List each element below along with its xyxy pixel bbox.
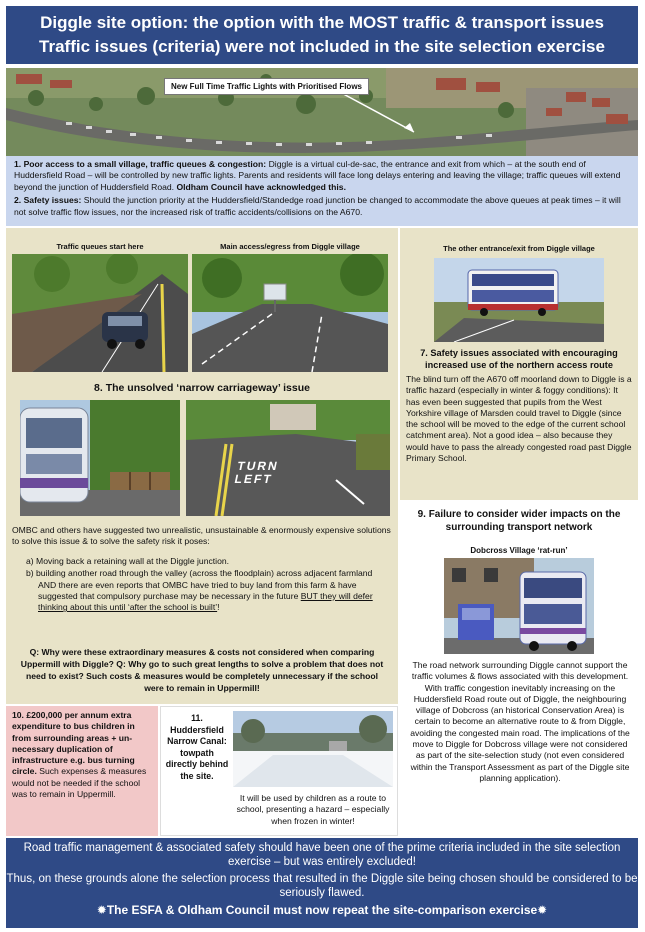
caption-traffic-queues: Traffic queues start here xyxy=(56,242,144,251)
section-8-heading: 8. The unsolved ‘narrow carriageway’ issue xyxy=(94,382,310,394)
bus-cost-panel xyxy=(6,706,158,836)
issue-1-tail: Oldham Council have acknowledged this. xyxy=(176,181,346,192)
section-10-lead: 10. £200,000 per annum extra expenditure to bus children in from surrounding areas + un-necessary duplication of infrastructure e.g. bus turning circle. xyxy=(12,710,135,777)
wider-impacts-panel xyxy=(400,502,638,836)
section-10-text xyxy=(12,710,154,800)
section-9-heading: 9. Failure to consider wider impacts on the surrounding transport network xyxy=(417,509,621,533)
northern-access-panel xyxy=(400,228,638,500)
page-subtitle: Traffic issues (criteria) were not included in the site selection exercise xyxy=(39,37,605,56)
issue-2: 2. Safety issues: Should the junction priority at the Huddersfield/Standedge road junction be changed to accommodate the above queues at peak times – it will not solve traffic flow issues, nor the increased risk of traffic accidents/collisions on the A670. xyxy=(14,195,621,217)
issue-2-lead: Safety issues: xyxy=(23,195,82,206)
photo-main-access xyxy=(192,254,388,372)
issues-panel-top xyxy=(6,156,638,226)
conclusion-1: Road traffic management & associated safety should have been one of the prime criteria included in the site selection exercise – but was entirely excluded! xyxy=(23,842,621,868)
photo-narrow-bus xyxy=(20,400,180,516)
photo-turn-left xyxy=(186,400,390,516)
page-title: Diggle site option: the option with the MOST traffic & transport issues xyxy=(40,13,604,32)
photo-traffic-queues xyxy=(12,254,188,372)
photo-dobcross xyxy=(444,558,594,654)
issue-1: 1. Poor access to a small village, traffic queues & congestion: Diggle is a virtual cul-de-sac, the entrance and exit from which – at the south end of Huddersfield Road – will be controlled by new traffic lights. Parents and residents will face long delays entering and leaving the village; traffic queues will extend beyond the junction of Huddersfield Road. Oldham Council have acknowledged this. xyxy=(14,159,621,192)
aerial-photo xyxy=(6,68,638,156)
section-10-body: Such expenses & measures would not be needed if the school was to remain in Uppermill. xyxy=(12,766,147,800)
section-8-intro: OMBC and others have suggested two unrealistic, unsustainable & enormously expensive solutions to solve this issue & to solve the safety risk it poses: xyxy=(12,525,391,547)
section-11-heading: 11. Huddersfield Narrow Canal: towpath directly behind the site. xyxy=(165,713,229,781)
photo-canal xyxy=(233,711,393,787)
narrow-carriageway-panel xyxy=(6,228,398,704)
issue-1-lead: Poor access to a small village, traffic queues & congestion: xyxy=(23,159,267,169)
section-9-body: The road network surrounding Diggle cannot support the traffic volumes & flows associated with this development. With traffic congestion inevitably increasing on the Huddersfield Road route out of Diggle, the neighbouring village of Dobcross (an historical Conservation Area) is certain to become an alternative route to & from Diggle, avoiding the congested main road. The implications of the move to Diggle for Dobcross village were not considered as part of the site-selection study (not even considered within the Transport Assessment as part of the Diggle site planning application). xyxy=(410,660,630,783)
section-8-item-b: b) building another road through the valley (across the floodplain) across adjacent farmland AND there are even reports that OMBC have tried to buy land from this farm & have suggested that compulsory purchase may be necessary in the future BUT they will defer thinking about this until ‘after the school is built’! xyxy=(26,568,373,613)
canal-panel xyxy=(160,706,398,836)
caption-dobcross: Dobcross Village ‘rat-run’ xyxy=(470,546,568,555)
section-8-list xyxy=(26,556,386,614)
issue-1-body: Diggle is a virtual cul-de-sac, the entrance and exit from which – at the south end of Huddersfield Road – will be controlled by new traffic lights. Parents and residents will face long delays entering and leaving the village; traffic queues will extend beyond the junction of Huddersfield Road. xyxy=(14,159,621,192)
conclusion-footer xyxy=(6,838,638,928)
section-7-heading: 7. Safety issues associated with encouraging increased use of the northern access route xyxy=(420,348,618,370)
traffic-lights-label: New Full Time Traffic Lights with Prioritised Flows xyxy=(164,78,369,95)
section-7-body: The blind turn off the A670 off moorland down to Diggle is a traffic hazard (especially in winter & foggy conditions): It has even been suggested that pupils from the West Yorkshire village of Marsden could travel to Diggle (since the school will be moved to the edge of the current school catchment area). Not a good idea – also because they would have to pass the already congested road past Diggle Primary School. xyxy=(406,374,632,464)
conclusion-2: Thus, on these grounds alone the selection process that resulted in the Diggle site being chosen should be considered to be seriously flawed. xyxy=(6,873,638,899)
caption-main-access: Main access/egress from Diggle village xyxy=(220,242,360,251)
caption-other-entrance: The other entrance/exit from Diggle village xyxy=(443,244,595,253)
photo-other-entrance xyxy=(434,258,604,342)
page-header xyxy=(6,6,638,64)
issue-2-body: Should the junction priority at the Huddersfield/Standedge road junction be changed to accommodate the above queues at peak times – it will not solve traffic flow issues, nor the increased risk of traffic accidents/collisions on the A670. xyxy=(14,195,621,217)
section-8-item-a: a) Moving back a retaining wall at the Diggle junction. xyxy=(26,556,230,566)
section-8-question: Q: Why were these extraordinary measures & costs not considered when comparing Uppermill with Diggle? Q: Why go to such great lengths to solve a problem that does not need to exist? Such costs & measures would be completely unnecessary if the school were to remain in Uppermill! xyxy=(20,647,384,693)
section-11-body: It will be used by children as a route to school, presenting a hazard – especially when frozen in winter! xyxy=(236,793,390,826)
conclusion-call-to-action: ✹The ESFA & Oldham Council must now repeat the site-comparison exercise✹ xyxy=(96,903,548,917)
road-marking: TURN LEFT xyxy=(233,459,281,486)
